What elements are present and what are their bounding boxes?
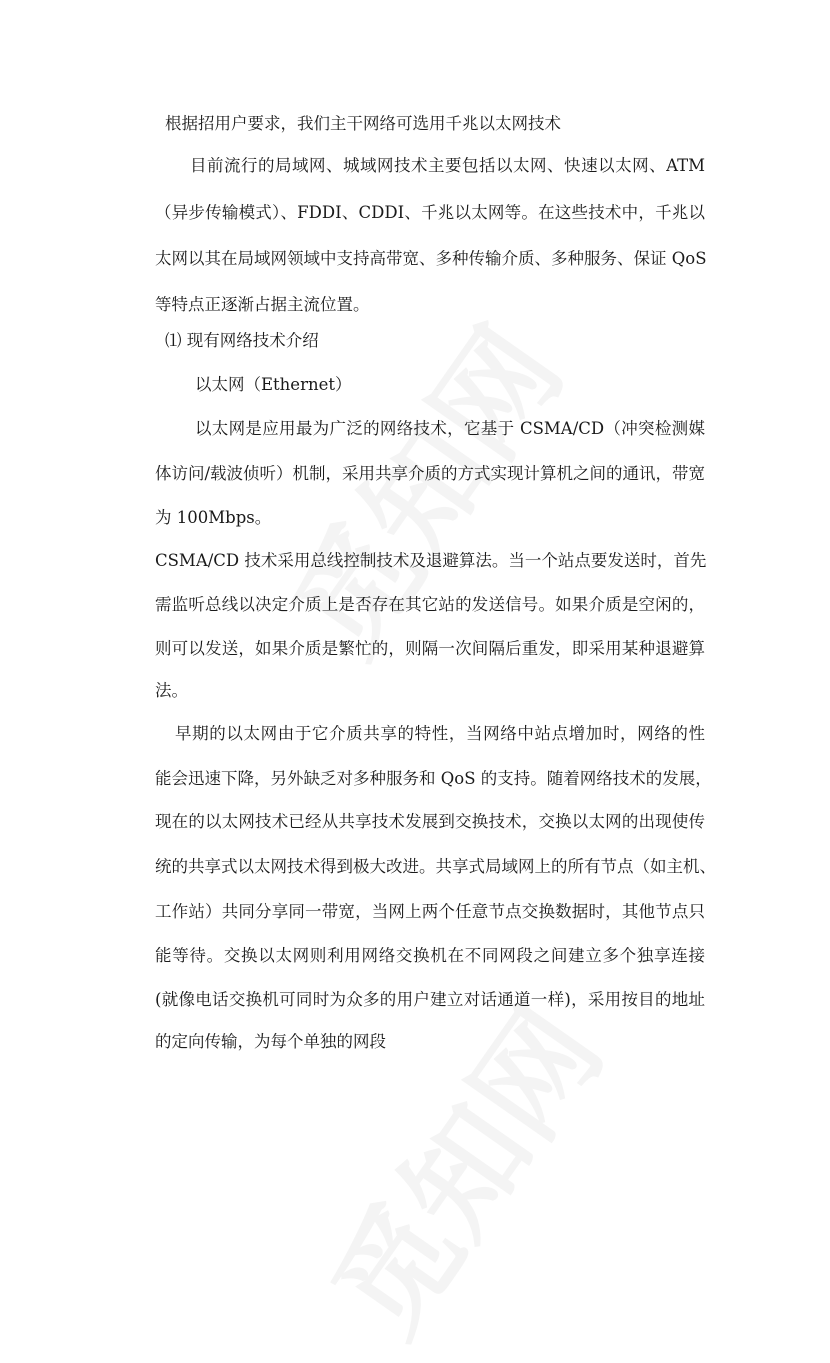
paragraph-line: 统的共享式以太网技术得到极大改进。共享式局域网上的所有节点（如主机、 [155,857,716,876]
paragraph-line: 早期的以太网由于它介质共享的特性，当网络中站点增加时，网络的性 [175,724,705,743]
paragraph-line: 体访问/载波侦听）机制，采用共享介质的方式实现计算机之间的通讯，带宽 [155,464,706,483]
paragraph-line: 能会迅速下降，另外缺乏对多种服务和 QoS 的支持。随着网络技术的发展， [155,769,712,788]
paragraph-line: 需监听总线以决定介质上是否存在其它站的发送信号。如果介质是空闲的， [155,595,705,614]
paragraph-line: 能等待。交换以太网则利用网络交换机在不同网段之间建立多个独享连接 [155,946,705,965]
paragraph-line: 则可以发送，如果介质是繁忙的，则隔一次间隔后重发，即采用某种退避算 [155,639,705,658]
paragraph-line: （异步传输模式）、FDDI、CDDI、千兆以太网等。在这些技术中，千兆以 [155,203,705,222]
section-heading: ⑴ 现有网络技术介绍 [165,331,319,350]
paragraph-line: 为 100Mbps。 [155,508,272,527]
paragraph-line: CSMA/CD 技术采用总线控制技术及退避算法。当一个站点要发送时，首先 [155,551,707,570]
paragraph-line: 根据招用户要求，我们主干网络可选用千兆以太网技术 [165,114,561,133]
paragraph-line: 法。 [155,681,188,700]
paragraph-line: 太网以其在局域网领域中支持高带宽、多种传输介质、多种服务、保证 QoS [155,249,707,268]
subsection-heading: 以太网（Ethernet） [195,375,352,394]
paragraph-line: 目前流行的局域网、城域网技术主要包括以太网、快速以太网、ATM [190,156,705,175]
paragraph-line: 的定向传输，为每个单独的网段 [155,1032,386,1051]
paragraph-line: 现在的以太网技术已经从共享技术发展到交换技术，交换以太网的出现使传 [155,812,705,831]
watermark [286,969,633,1363]
paragraph-line: 等特点正逐渐占据主流位置。 [155,295,370,314]
paragraph-line: (就像电话交换机可同时为众多的用户建立对话通道一样)，采用按目的地址 [155,990,705,1009]
paragraph-line: 以太网是应用最为广泛的网络技术，它基于 CSMA/CD（冲突检测媒 [195,419,705,438]
paragraph-line: 工作站）共同分享同一带宽，当网上两个任意节点交换数据时，其他节点只 [155,902,705,921]
